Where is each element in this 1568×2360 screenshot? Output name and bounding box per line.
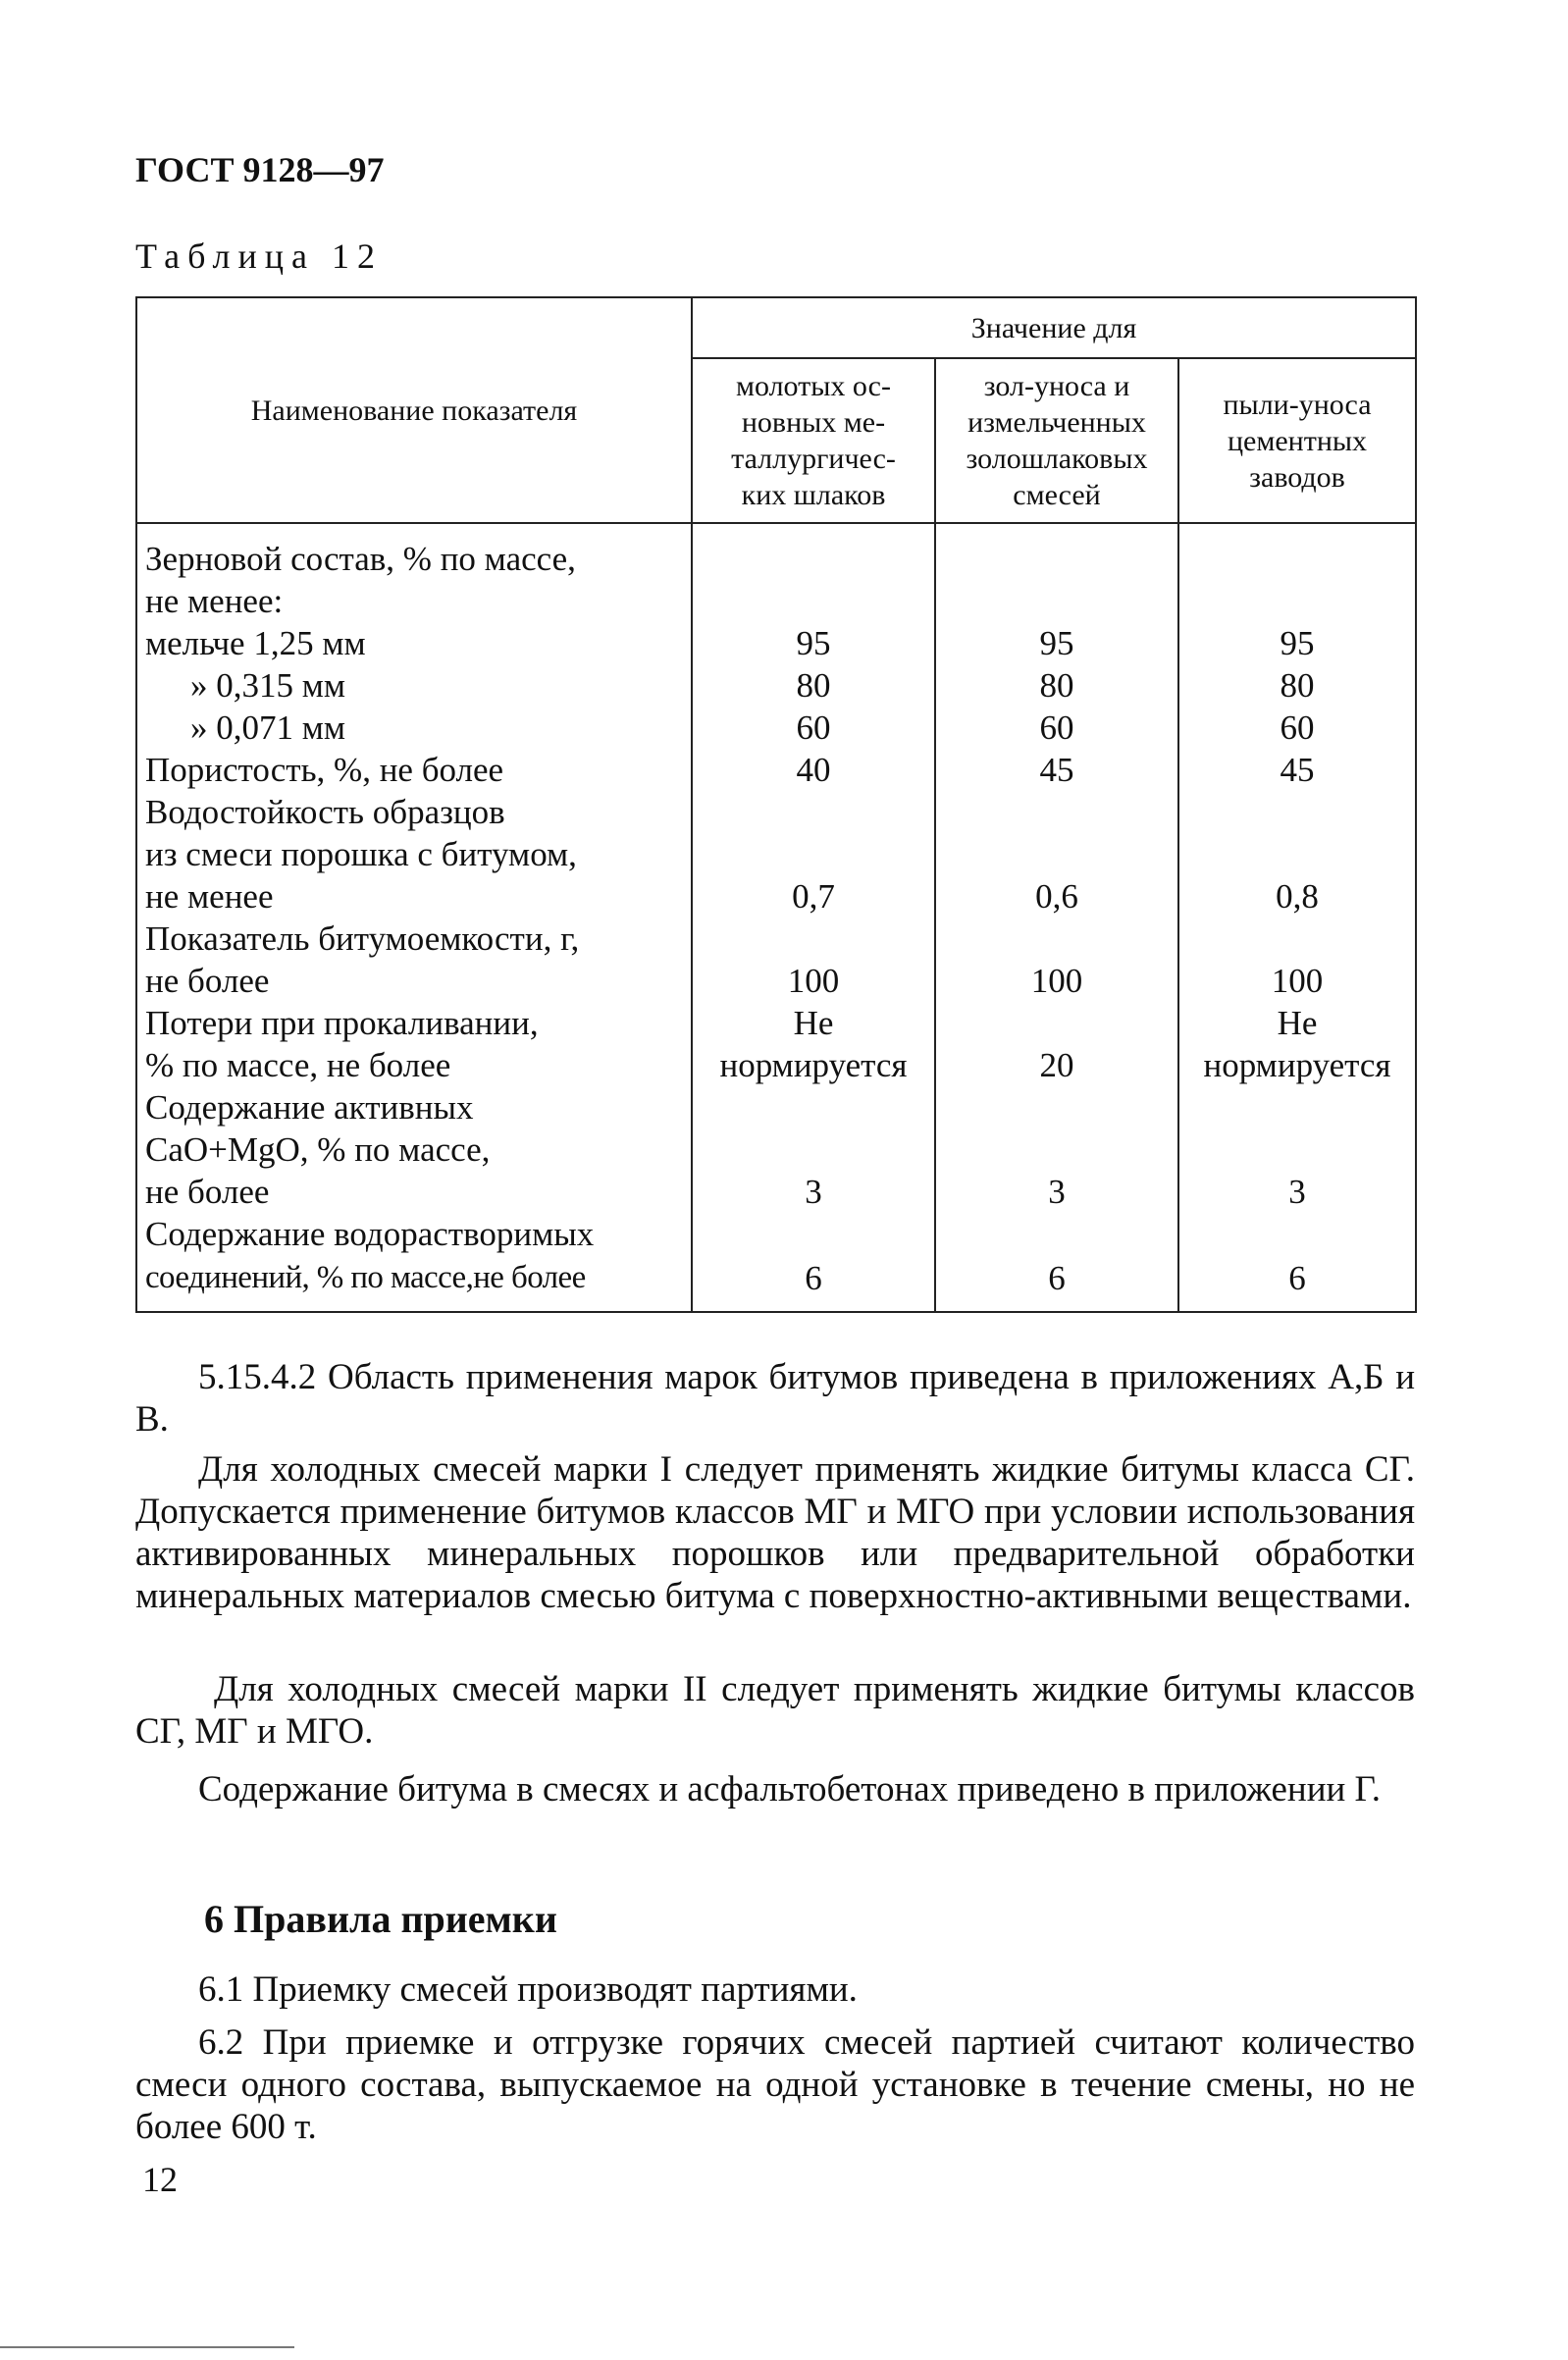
header-line: смесей	[1013, 479, 1101, 511]
value-cell: нормируется	[719, 1046, 908, 1084]
indicator-line: не более	[145, 1173, 270, 1211]
page-number: 12	[142, 2160, 178, 2199]
section-heading: 6 Правила приемки	[204, 1897, 557, 1941]
value-cell: 95	[1039, 624, 1074, 662]
paragraph-bitumen-content: Содержание битума в смесях и асфальтобетонах приведено в приложении Г.	[198, 1769, 1382, 1809]
value-cell	[1179, 791, 1415, 833]
column-header-cement-dust	[1178, 358, 1416, 523]
table-caption: Таблица 12	[135, 236, 383, 276]
value-cell	[936, 1128, 1177, 1171]
indicator-line: » 0,071 мм	[190, 708, 346, 747]
value-cell: 45	[1039, 751, 1074, 789]
header-line: пыли-уноса	[1223, 388, 1372, 421]
values-column-cement-dust	[1178, 523, 1416, 1312]
indicator-line: Водостойкость образцов	[145, 793, 505, 831]
value-cell	[936, 1002, 1177, 1044]
value-cell	[693, 918, 934, 960]
value-cell	[693, 833, 934, 875]
value-cell	[693, 791, 934, 833]
paragraph-5-15-4-2: 5.15.4.2 Область применения марок битумов приведена в приложениях А,Б и В.	[135, 1357, 1415, 1440]
value-cell	[1179, 1128, 1415, 1171]
value-cell	[693, 1213, 934, 1255]
value-cell	[936, 791, 1177, 833]
group-header-values: Значение для	[692, 297, 1416, 358]
indicator-line: Потери при прокаливании,	[145, 1004, 539, 1042]
value-cell: 100	[787, 962, 840, 1000]
value-cell: 60	[1280, 708, 1315, 747]
indicator-line: Пористость, %, не более	[145, 751, 504, 789]
value-cell	[693, 1128, 934, 1171]
value-cell: 100	[1271, 962, 1324, 1000]
standard-code: ГОСТ 9128—97	[135, 150, 385, 189]
indicator-line: не более	[145, 962, 270, 1000]
value-cell	[1179, 538, 1415, 580]
header-line: заводов	[1249, 460, 1345, 494]
value-cell	[1179, 918, 1415, 960]
value-cell: 95	[796, 624, 831, 662]
value-cell: 80	[1039, 666, 1074, 705]
column-header-fly-ash	[935, 358, 1178, 523]
value-cell	[1179, 1213, 1415, 1255]
column-header-name: Наименование показателя	[136, 297, 692, 523]
value-cell: 80	[796, 666, 831, 705]
value-cell: 60	[796, 708, 831, 747]
indicator-line: из смеси порошка с битумом,	[145, 835, 577, 873]
indicator-line: Показатель битумоемкости, г,	[145, 919, 580, 958]
paragraph-6-1: 6.1 Приемку смесей производят партиями.	[198, 1969, 858, 2010]
value-cell: 3	[805, 1173, 822, 1211]
header-line: новных ме-	[741, 406, 886, 439]
indicator-line: % по массе, не более	[145, 1046, 451, 1084]
value-cell: 40	[796, 751, 831, 789]
value-cell: 6	[805, 1259, 822, 1297]
value-cell: 80	[1280, 666, 1315, 705]
header-line: таллургичес-	[731, 443, 896, 475]
paragraph-6-2: 6.2 При приемке и отгрузке горячих смесей партией считают количество смеси одного состава, выпускаемое на одной установке в течение смены, но не более 600 т.	[135, 2022, 1415, 2147]
value-cell	[936, 538, 1177, 580]
value-cell: нормируется	[1203, 1046, 1391, 1084]
value-cell	[936, 833, 1177, 875]
indicator-line: CaO+MgO, % по массе,	[145, 1130, 491, 1169]
value-cell	[936, 1086, 1177, 1128]
value-cell: 60	[1039, 708, 1074, 747]
value-cell	[693, 580, 934, 622]
header-line: измельченных	[967, 406, 1146, 439]
values-column-slag	[692, 523, 935, 1312]
value-cell	[936, 580, 1177, 622]
indicator-line: не менее	[145, 877, 274, 916]
indicator-line: Содержание водорастворимых	[145, 1215, 595, 1253]
indicator-line: мельче 1,25 мм	[145, 624, 366, 662]
value-cell	[1179, 1086, 1415, 1128]
value-cell: 95	[1280, 624, 1315, 662]
indicator-line: соединений, % по массе,не более	[145, 1260, 586, 1295]
value-cell	[1179, 580, 1415, 622]
value-cell: 45	[1280, 751, 1315, 789]
values-column-fly-ash	[935, 523, 1178, 1312]
indicator-line: Зерновой состав, % по массе,	[145, 540, 576, 578]
value-cell: 6	[1288, 1259, 1306, 1297]
value-cell	[936, 918, 1177, 960]
header-line: цементных	[1227, 424, 1368, 457]
value-cell: 0,8	[1276, 877, 1319, 916]
indicator-names-column	[136, 523, 692, 1312]
value-cell	[693, 1086, 934, 1128]
indicator-line: Содержание активных	[145, 1088, 474, 1127]
value-cell: Не	[1277, 1004, 1318, 1042]
value-cell: 0,7	[792, 877, 835, 916]
value-cell: 20	[1039, 1046, 1074, 1084]
header-line: ких шлаков	[741, 479, 886, 511]
value-cell: 0,6	[1035, 877, 1078, 916]
value-cell: 3	[1288, 1173, 1306, 1211]
value-cell: 100	[1030, 962, 1083, 1000]
indicator-line: » 0,315 мм	[190, 666, 346, 705]
value-cell: 3	[1048, 1173, 1066, 1211]
properties-table	[135, 296, 1417, 1313]
indicator-line: не менее:	[145, 582, 284, 620]
value-cell	[693, 538, 934, 580]
paragraph-cold-mix-grade-1: Для холодных смесей марки I следует применять жидкие битумы класса СГ. Допускается применение битумов классов МГ и МГО при условии использования активированных минеральных порошков или предварительной обработки минеральных материалов смесью битума с поверхностно-активными веществами.	[135, 1449, 1415, 1616]
value-cell: Не	[793, 1004, 834, 1042]
header-line: зол-уноса и	[983, 370, 1130, 402]
value-cell: 6	[1048, 1259, 1066, 1297]
value-cell	[1179, 833, 1415, 875]
value-cell	[936, 1213, 1177, 1255]
bottom-rule	[0, 2346, 294, 2348]
header-line: молотых ос-	[736, 370, 891, 402]
paragraph-cold-mix-grade-2: Для холодных смесей марки II следует применять жидкие битумы классов СГ, МГ и МГО.	[135, 1669, 1415, 1752]
header-line: золошлаковых	[966, 443, 1148, 475]
column-header-slag	[692, 358, 935, 523]
